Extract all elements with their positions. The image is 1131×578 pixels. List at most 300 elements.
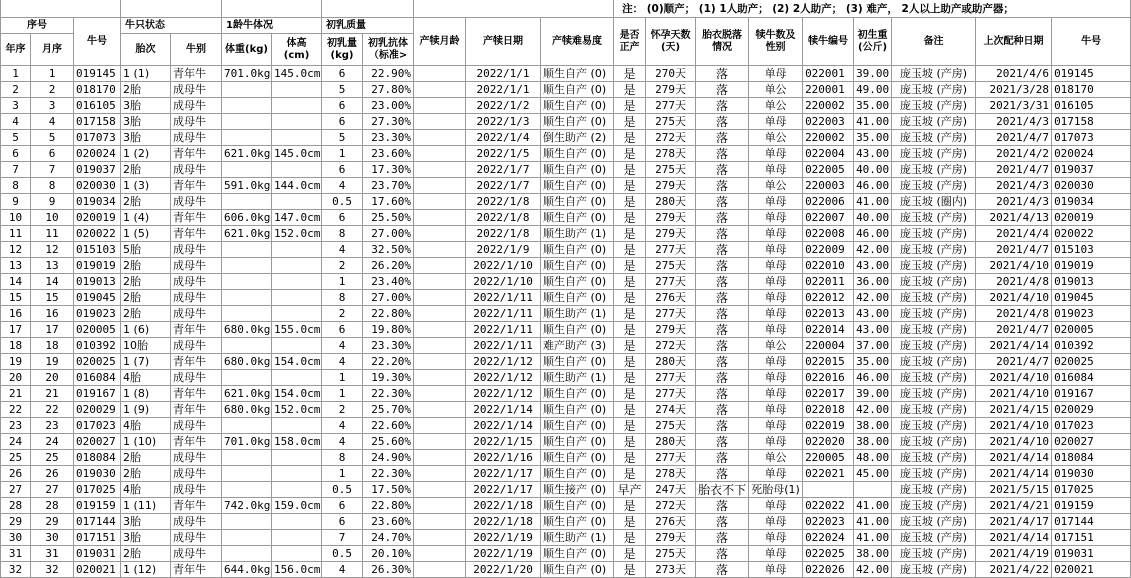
cell-month-seq[interactable]: 32 bbox=[31, 562, 74, 578]
cell-remark[interactable]: 庞玉坡 (产房) bbox=[892, 82, 976, 98]
cell-calf-no[interactable]: 022011 bbox=[803, 274, 854, 290]
cell-gestation-days[interactable]: 275天 bbox=[646, 114, 696, 130]
cell-cow-type[interactable]: 成母牛 bbox=[171, 162, 222, 178]
cell-birth-weight[interactable]: 46.00 bbox=[854, 226, 892, 242]
cell-year-seq[interactable]: 23 bbox=[1, 418, 31, 434]
cell-year-seq[interactable]: 11 bbox=[1, 226, 31, 242]
cell-colostrum-antibody[interactable]: 25.70% bbox=[363, 402, 414, 418]
cell-height[interactable] bbox=[272, 514, 322, 530]
cell-calving-ease[interactable]: 顺生自产 (0) bbox=[541, 402, 614, 418]
cell-gestation-days[interactable]: 276天 bbox=[646, 290, 696, 306]
cell-height[interactable] bbox=[272, 338, 322, 354]
cell-placenta[interactable]: 落 bbox=[696, 98, 749, 114]
cell-last-breeding-date[interactable]: 2021/4/2 bbox=[976, 146, 1052, 162]
cell-colostrum-amount[interactable]: 4 bbox=[322, 354, 363, 370]
cell-calf-no[interactable]: 022019 bbox=[803, 418, 854, 434]
cell-calf-no[interactable]: 022021 bbox=[803, 466, 854, 482]
cell-birth-weight[interactable]: 43.00 bbox=[854, 258, 892, 274]
cell-cow-no[interactable]: 020030 bbox=[74, 178, 121, 194]
cell-colostrum-antibody[interactable]: 32.50% bbox=[363, 242, 414, 258]
cell-calving-ease[interactable]: 顺生自产 (0) bbox=[541, 386, 614, 402]
cell-calving-ease[interactable]: 顺生自产 (0) bbox=[541, 242, 614, 258]
cell-parity[interactable]: 1 (1) bbox=[121, 66, 171, 82]
cell-calving-date[interactable]: 2022/1/5 bbox=[466, 146, 541, 162]
cell-parity[interactable]: 2胎 bbox=[121, 466, 171, 482]
cell-colostrum-antibody[interactable]: 17.60% bbox=[363, 194, 414, 210]
cell-calf-count-sex[interactable]: 单母 bbox=[749, 530, 803, 546]
cell-calving-date[interactable]: 2022/1/15 bbox=[466, 434, 541, 450]
cell-colostrum-antibody[interactable]: 23.60% bbox=[363, 514, 414, 530]
cell-calf-count-sex[interactable]: 单母 bbox=[749, 370, 803, 386]
header-height[interactable]: 体高(cm) bbox=[272, 34, 322, 66]
cell-height[interactable] bbox=[272, 242, 322, 258]
cell-colostrum-antibody[interactable]: 23.30% bbox=[363, 338, 414, 354]
cell-cow-type[interactable]: 成母牛 bbox=[171, 242, 222, 258]
cell-calving-ease[interactable]: 顺生自产 (0) bbox=[541, 290, 614, 306]
cell-calving-ease[interactable]: 顺生自产 (0) bbox=[541, 66, 614, 82]
cell-parity[interactable]: 3胎 bbox=[121, 114, 171, 130]
cell-calf-count-sex[interactable]: 单母 bbox=[749, 162, 803, 178]
cell-height[interactable] bbox=[272, 114, 322, 130]
cell-normal-birth[interactable]: 是 bbox=[614, 194, 646, 210]
cell-colostrum-amount[interactable]: 4 bbox=[322, 562, 363, 578]
cell-height[interactable] bbox=[272, 82, 322, 98]
cell-month-seq[interactable]: 27 bbox=[31, 482, 74, 498]
cell-colostrum-amount[interactable]: 1 bbox=[322, 370, 363, 386]
cell-remark[interactable]: 庞玉坡 (产房) bbox=[892, 338, 976, 354]
cell-last-breeding-date[interactable]: 2021/3/28 bbox=[976, 82, 1052, 98]
cell-normal-birth[interactable]: 是 bbox=[614, 370, 646, 386]
cell-calving-date[interactable]: 2022/1/8 bbox=[466, 226, 541, 242]
cell-weight[interactable] bbox=[222, 82, 272, 98]
cell-placenta[interactable]: 落 bbox=[696, 258, 749, 274]
cell-colostrum-amount[interactable]: 6 bbox=[322, 162, 363, 178]
cell-gestation-days[interactable]: 280天 bbox=[646, 194, 696, 210]
cell-normal-birth[interactable]: 是 bbox=[614, 114, 646, 130]
cell-calving-ease[interactable]: 顺生自产 (0) bbox=[541, 258, 614, 274]
cell-calf-no[interactable]: 022013 bbox=[803, 306, 854, 322]
cell-calving-month-age[interactable] bbox=[414, 434, 466, 450]
cell-cow-no-2[interactable]: 020024 bbox=[1052, 146, 1131, 162]
cell-calving-ease[interactable]: 顺生助产 (1) bbox=[541, 226, 614, 242]
cell-parity[interactable]: 3胎 bbox=[121, 130, 171, 146]
cell-placenta[interactable]: 落 bbox=[696, 226, 749, 242]
cell-year-seq[interactable]: 8 bbox=[1, 178, 31, 194]
cell-normal-birth[interactable]: 是 bbox=[614, 226, 646, 242]
header-calf-no[interactable]: 犊牛编号 bbox=[803, 18, 854, 66]
cell-year-seq[interactable]: 14 bbox=[1, 274, 31, 290]
cell-cow-no[interactable]: 020022 bbox=[74, 226, 121, 242]
cell-cow-type[interactable]: 成母牛 bbox=[171, 338, 222, 354]
cell-month-seq[interactable]: 6 bbox=[31, 146, 74, 162]
cell-cow-no[interactable]: 020005 bbox=[74, 322, 121, 338]
cell-remark[interactable]: 庞玉坡 (产房) bbox=[892, 274, 976, 290]
cell-last-breeding-date[interactable]: 2021/4/14 bbox=[976, 466, 1052, 482]
header-cow-no[interactable]: 牛号 bbox=[74, 18, 121, 66]
cell-cow-type[interactable]: 成母牛 bbox=[171, 530, 222, 546]
cell-colostrum-antibody[interactable]: 22.80% bbox=[363, 498, 414, 514]
cell-remark[interactable]: 庞玉坡 (产房) bbox=[892, 258, 976, 274]
cell-colostrum-antibody[interactable]: 17.30% bbox=[363, 162, 414, 178]
cell-calving-month-age[interactable] bbox=[414, 66, 466, 82]
cell-cow-type[interactable]: 成母牛 bbox=[171, 98, 222, 114]
cell-month-seq[interactable]: 21 bbox=[31, 386, 74, 402]
cell-calf-no[interactable]: 220002 bbox=[803, 98, 854, 114]
header-calving-month-age[interactable]: 产犊月龄 bbox=[414, 18, 466, 66]
cell-colostrum-amount[interactable]: 1 bbox=[322, 386, 363, 402]
cell-calving-ease[interactable]: 顺生自产 (0) bbox=[541, 98, 614, 114]
cell-weight[interactable]: 680.0kg bbox=[222, 354, 272, 370]
cell-calving-date[interactable]: 2022/1/12 bbox=[466, 386, 541, 402]
cell-gestation-days[interactable]: 247天 bbox=[646, 482, 696, 498]
cell-normal-birth[interactable]: 是 bbox=[614, 306, 646, 322]
cell-normal-birth[interactable]: 是 bbox=[614, 178, 646, 194]
cell-calf-no[interactable]: 022026 bbox=[803, 562, 854, 578]
cell-gestation-days[interactable]: 275天 bbox=[646, 258, 696, 274]
cell-calving-date[interactable]: 2022/1/11 bbox=[466, 338, 541, 354]
cell-calving-month-age[interactable] bbox=[414, 178, 466, 194]
cell-parity[interactable]: 4胎 bbox=[121, 370, 171, 386]
cell-gestation-days[interactable]: 277天 bbox=[646, 450, 696, 466]
cell-placenta[interactable]: 落 bbox=[696, 178, 749, 194]
cell-gestation-days[interactable]: 278天 bbox=[646, 466, 696, 482]
cell-cow-no[interactable]: 020027 bbox=[74, 434, 121, 450]
cell-birth-weight[interactable]: 38.00 bbox=[854, 434, 892, 450]
cell-cow-type[interactable]: 成母牛 bbox=[171, 450, 222, 466]
note-cell-blank-3[interactable] bbox=[222, 0, 322, 18]
cell-height[interactable] bbox=[272, 418, 322, 434]
cell-weight[interactable] bbox=[222, 162, 272, 178]
cell-calf-no[interactable]: 022003 bbox=[803, 114, 854, 130]
cell-last-breeding-date[interactable]: 2021/4/10 bbox=[976, 370, 1052, 386]
cell-calving-date[interactable]: 2022/1/10 bbox=[466, 258, 541, 274]
cell-cow-no[interactable]: 019037 bbox=[74, 162, 121, 178]
header-normal-birth[interactable]: 是否正产 bbox=[614, 18, 646, 66]
cell-colostrum-antibody[interactable]: 19.30% bbox=[363, 370, 414, 386]
cell-normal-birth[interactable]: 是 bbox=[614, 274, 646, 290]
cell-birth-weight[interactable]: 43.00 bbox=[854, 146, 892, 162]
cell-calving-month-age[interactable] bbox=[414, 546, 466, 562]
cell-placenta[interactable]: 落 bbox=[696, 274, 749, 290]
cell-cow-type[interactable]: 青年牛 bbox=[171, 178, 222, 194]
cell-calving-ease[interactable]: 顺生自产 (0) bbox=[541, 450, 614, 466]
cell-year-seq[interactable]: 15 bbox=[1, 290, 31, 306]
cell-calving-date[interactable]: 2022/1/8 bbox=[466, 210, 541, 226]
cell-cow-no[interactable]: 019031 bbox=[74, 546, 121, 562]
cell-normal-birth[interactable]: 是 bbox=[614, 322, 646, 338]
cell-placenta[interactable]: 落 bbox=[696, 194, 749, 210]
cell-height[interactable] bbox=[272, 546, 322, 562]
cell-gestation-days[interactable]: 279天 bbox=[646, 530, 696, 546]
cell-calving-date[interactable]: 2022/1/1 bbox=[466, 82, 541, 98]
cell-cow-type[interactable]: 青年牛 bbox=[171, 498, 222, 514]
cell-cow-no-2[interactable]: 020022 bbox=[1052, 226, 1131, 242]
cell-remark[interactable]: 庞玉坡 (产房) bbox=[892, 322, 976, 338]
cell-calving-month-age[interactable] bbox=[414, 562, 466, 578]
cell-calving-month-age[interactable] bbox=[414, 306, 466, 322]
cell-placenta[interactable]: 落 bbox=[696, 210, 749, 226]
cell-remark[interactable]: 庞玉坡 (产房) bbox=[892, 370, 976, 386]
cell-calf-count-sex[interactable]: 单母 bbox=[749, 274, 803, 290]
cell-calving-month-age[interactable] bbox=[414, 514, 466, 530]
cell-calving-month-age[interactable] bbox=[414, 402, 466, 418]
cell-month-seq[interactable]: 16 bbox=[31, 306, 74, 322]
cell-remark[interactable]: 庞玉坡 (产房) bbox=[892, 242, 976, 258]
cell-calf-no[interactable]: 022016 bbox=[803, 370, 854, 386]
cell-last-breeding-date[interactable]: 2021/4/15 bbox=[976, 402, 1052, 418]
cell-calving-month-age[interactable] bbox=[414, 82, 466, 98]
cell-cow-no[interactable]: 017025 bbox=[74, 482, 121, 498]
cell-placenta[interactable]: 落 bbox=[696, 386, 749, 402]
cell-cow-no-2[interactable]: 016084 bbox=[1052, 370, 1131, 386]
cell-calving-date[interactable]: 2022/1/12 bbox=[466, 354, 541, 370]
cell-year-seq[interactable]: 12 bbox=[1, 242, 31, 258]
cell-year-seq[interactable]: 24 bbox=[1, 434, 31, 450]
cell-last-breeding-date[interactable]: 2021/4/10 bbox=[976, 386, 1052, 402]
cell-placenta[interactable]: 落 bbox=[696, 354, 749, 370]
cell-parity[interactable]: 4胎 bbox=[121, 482, 171, 498]
cell-birth-weight[interactable]: 48.00 bbox=[854, 450, 892, 466]
cell-remark[interactable]: 庞玉坡 (产房) bbox=[892, 66, 976, 82]
cell-calf-count-sex[interactable]: 单公 bbox=[749, 178, 803, 194]
cell-calf-count-sex[interactable]: 单母 bbox=[749, 290, 803, 306]
cell-cow-no[interactable]: 019019 bbox=[74, 258, 121, 274]
cell-calving-ease[interactable]: 顺生自产 (0) bbox=[541, 274, 614, 290]
cell-year-seq[interactable]: 25 bbox=[1, 450, 31, 466]
cell-remark[interactable]: 庞玉坡 (产房) bbox=[892, 98, 976, 114]
cell-colostrum-amount[interactable]: 6 bbox=[322, 514, 363, 530]
cell-calf-count-sex[interactable]: 单母 bbox=[749, 562, 803, 578]
cell-colostrum-antibody[interactable]: 25.50% bbox=[363, 210, 414, 226]
cell-parity[interactable]: 1 (11) bbox=[121, 498, 171, 514]
cell-birth-weight[interactable]: 38.00 bbox=[854, 546, 892, 562]
cell-cow-no-2[interactable]: 020005 bbox=[1052, 322, 1131, 338]
cell-cow-no-2[interactable]: 017023 bbox=[1052, 418, 1131, 434]
cell-cow-no[interactable]: 019023 bbox=[74, 306, 121, 322]
cell-last-breeding-date[interactable]: 2021/3/31 bbox=[976, 98, 1052, 114]
cell-calf-count-sex[interactable]: 单母 bbox=[749, 498, 803, 514]
cell-last-breeding-date[interactable]: 2021/4/13 bbox=[976, 210, 1052, 226]
cell-last-breeding-date[interactable]: 2021/4/7 bbox=[976, 242, 1052, 258]
cell-month-seq[interactable]: 17 bbox=[31, 322, 74, 338]
cell-placenta[interactable]: 落 bbox=[696, 530, 749, 546]
cell-calving-ease[interactable]: 顺生自产 (0) bbox=[541, 114, 614, 130]
cell-calf-no[interactable]: 022014 bbox=[803, 322, 854, 338]
cell-normal-birth[interactable]: 是 bbox=[614, 562, 646, 578]
cell-cow-no-2[interactable]: 019013 bbox=[1052, 274, 1131, 290]
cell-cow-no[interactable]: 018084 bbox=[74, 450, 121, 466]
cell-birth-weight[interactable]: 35.00 bbox=[854, 98, 892, 114]
cell-month-seq[interactable]: 23 bbox=[31, 418, 74, 434]
cell-placenta[interactable]: 落 bbox=[696, 434, 749, 450]
cell-height[interactable]: 154.0cm bbox=[272, 386, 322, 402]
cell-remark[interactable]: 庞玉坡 (产房) bbox=[892, 354, 976, 370]
cell-placenta[interactable]: 落 bbox=[696, 514, 749, 530]
cell-birth-weight[interactable]: 43.00 bbox=[854, 322, 892, 338]
cell-calving-date[interactable]: 2022/1/2 bbox=[466, 98, 541, 114]
cell-colostrum-amount[interactable]: 0.5 bbox=[322, 194, 363, 210]
cell-year-seq[interactable]: 21 bbox=[1, 386, 31, 402]
cell-month-seq[interactable]: 8 bbox=[31, 178, 74, 194]
cell-cow-no[interactable]: 020025 bbox=[74, 354, 121, 370]
cell-birth-weight[interactable]: 35.00 bbox=[854, 130, 892, 146]
cell-calving-month-age[interactable] bbox=[414, 194, 466, 210]
cell-colostrum-antibody[interactable]: 20.10% bbox=[363, 546, 414, 562]
cell-parity[interactable]: 2胎 bbox=[121, 194, 171, 210]
cell-calving-month-age[interactable] bbox=[414, 290, 466, 306]
cell-weight[interactable] bbox=[222, 274, 272, 290]
cell-calving-date[interactable]: 2022/1/8 bbox=[466, 194, 541, 210]
cell-calf-count-sex[interactable]: 单母 bbox=[749, 354, 803, 370]
cell-remark[interactable]: 庞玉坡 (产房) bbox=[892, 450, 976, 466]
cell-last-breeding-date[interactable]: 2021/4/7 bbox=[976, 354, 1052, 370]
cell-colostrum-antibody[interactable]: 27.30% bbox=[363, 114, 414, 130]
cell-calving-month-age[interactable] bbox=[414, 274, 466, 290]
cell-normal-birth[interactable]: 是 bbox=[614, 146, 646, 162]
cell-normal-birth[interactable]: 是 bbox=[614, 98, 646, 114]
cell-colostrum-amount[interactable]: 5 bbox=[322, 82, 363, 98]
cell-calving-month-age[interactable] bbox=[414, 210, 466, 226]
cell-calving-date[interactable]: 2022/1/4 bbox=[466, 130, 541, 146]
cell-colostrum-amount[interactable]: 4 bbox=[322, 338, 363, 354]
cell-cow-no[interactable]: 019145 bbox=[74, 66, 121, 82]
cell-month-seq[interactable]: 25 bbox=[31, 450, 74, 466]
cell-calving-ease[interactable]: 顺生自产 (0) bbox=[541, 418, 614, 434]
cell-cow-no[interactable]: 018170 bbox=[74, 82, 121, 98]
cell-remark[interactable]: 庞玉坡 (产房) bbox=[892, 146, 976, 162]
header-gestation-days[interactable]: 怀孕天数(天) bbox=[646, 18, 696, 66]
cell-parity[interactable]: 3胎 bbox=[121, 530, 171, 546]
cell-calving-ease[interactable]: 顺生自产 (0) bbox=[541, 546, 614, 562]
cell-parity[interactable]: 2胎 bbox=[121, 290, 171, 306]
cell-calving-month-age[interactable] bbox=[414, 530, 466, 546]
cell-last-breeding-date[interactable]: 2021/4/21 bbox=[976, 498, 1052, 514]
cell-weight[interactable]: 591.0kg bbox=[222, 178, 272, 194]
cell-cow-no-2[interactable]: 020029 bbox=[1052, 402, 1131, 418]
cell-height[interactable]: 145.0cm bbox=[272, 66, 322, 82]
cell-parity[interactable]: 1 (7) bbox=[121, 354, 171, 370]
cell-weight[interactable]: 742.0kg bbox=[222, 498, 272, 514]
cell-weight[interactable]: 621.0kg bbox=[222, 146, 272, 162]
cell-height[interactable]: 147.0cm bbox=[272, 210, 322, 226]
cell-calf-count-sex[interactable]: 单母 bbox=[749, 242, 803, 258]
cell-colostrum-antibody[interactable]: 26.20% bbox=[363, 258, 414, 274]
cell-cow-no-2[interactable]: 020019 bbox=[1052, 210, 1131, 226]
cell-calf-no[interactable]: 022001 bbox=[803, 66, 854, 82]
cell-placenta[interactable]: 落 bbox=[696, 242, 749, 258]
cell-calving-month-age[interactable] bbox=[414, 338, 466, 354]
cell-calving-date[interactable]: 2022/1/11 bbox=[466, 306, 541, 322]
cell-cow-no-2[interactable]: 019145 bbox=[1052, 66, 1131, 82]
cell-colostrum-amount[interactable]: 4 bbox=[322, 434, 363, 450]
cell-remark[interactable]: 庞玉坡 (产房) bbox=[892, 514, 976, 530]
cell-calving-date[interactable]: 2022/1/11 bbox=[466, 290, 541, 306]
cell-calving-month-age[interactable] bbox=[414, 418, 466, 434]
cell-birth-weight[interactable]: 41.00 bbox=[854, 514, 892, 530]
cell-colostrum-amount[interactable]: 6 bbox=[322, 114, 363, 130]
cell-height[interactable] bbox=[272, 130, 322, 146]
cell-last-breeding-date[interactable]: 2021/4/14 bbox=[976, 338, 1052, 354]
cell-month-seq[interactable]: 3 bbox=[31, 98, 74, 114]
cell-birth-weight[interactable]: 35.00 bbox=[854, 354, 892, 370]
cell-month-seq[interactable]: 31 bbox=[31, 546, 74, 562]
cell-gestation-days[interactable]: 279天 bbox=[646, 226, 696, 242]
cell-month-seq[interactable]: 20 bbox=[31, 370, 74, 386]
cell-cow-type[interactable]: 成母牛 bbox=[171, 466, 222, 482]
cell-gestation-days[interactable]: 279天 bbox=[646, 322, 696, 338]
cell-gestation-days[interactable]: 274天 bbox=[646, 402, 696, 418]
cell-remark[interactable]: 庞玉坡 (产房) bbox=[892, 386, 976, 402]
cell-remark[interactable]: 庞玉坡 (产房) bbox=[892, 130, 976, 146]
cell-calf-count-sex[interactable]: 单母 bbox=[749, 66, 803, 82]
cell-cow-no[interactable]: 017073 bbox=[74, 130, 121, 146]
cell-calf-count-sex[interactable]: 单母 bbox=[749, 306, 803, 322]
cell-colostrum-antibody[interactable]: 22.30% bbox=[363, 386, 414, 402]
cell-cow-type[interactable]: 成母牛 bbox=[171, 546, 222, 562]
cell-cow-type[interactable]: 青年牛 bbox=[171, 66, 222, 82]
cell-last-breeding-date[interactable]: 2021/4/22 bbox=[976, 562, 1052, 578]
cell-height[interactable]: 154.0cm bbox=[272, 354, 322, 370]
cell-month-seq[interactable]: 9 bbox=[31, 194, 74, 210]
cell-placenta[interactable]: 落 bbox=[696, 546, 749, 562]
cell-calving-date[interactable]: 2022/1/10 bbox=[466, 274, 541, 290]
cell-weight[interactable]: 680.0kg bbox=[222, 322, 272, 338]
cell-weight[interactable]: 606.0kg bbox=[222, 210, 272, 226]
cell-height[interactable]: 152.0cm bbox=[272, 402, 322, 418]
header-colostrum-antibody[interactable]: 初乳抗体（标准> bbox=[363, 34, 414, 66]
cell-last-breeding-date[interactable]: 2021/4/10 bbox=[976, 418, 1052, 434]
cell-colostrum-amount[interactable]: 2 bbox=[322, 402, 363, 418]
cell-gestation-days[interactable]: 273天 bbox=[646, 562, 696, 578]
cell-normal-birth[interactable]: 是 bbox=[614, 66, 646, 82]
cell-remark[interactable]: 庞玉坡 (产房) bbox=[892, 418, 976, 434]
cell-calf-count-sex[interactable]: 单母 bbox=[749, 434, 803, 450]
cell-cow-no[interactable]: 019013 bbox=[74, 274, 121, 290]
cell-parity[interactable]: 2胎 bbox=[121, 450, 171, 466]
cell-placenta[interactable]: 落 bbox=[696, 290, 749, 306]
cell-last-breeding-date[interactable]: 2021/5/15 bbox=[976, 482, 1052, 498]
header-weight[interactable]: 体重(kg) bbox=[222, 34, 272, 66]
cell-colostrum-antibody[interactable]: 24.90% bbox=[363, 450, 414, 466]
cell-year-seq[interactable]: 5 bbox=[1, 130, 31, 146]
cell-weight[interactable] bbox=[222, 482, 272, 498]
cell-cow-no-2[interactable]: 017025 bbox=[1052, 482, 1131, 498]
cell-gestation-days[interactable]: 278天 bbox=[646, 146, 696, 162]
cell-cow-no-2[interactable]: 020021 bbox=[1052, 562, 1131, 578]
cell-colostrum-antibody[interactable]: 26.30% bbox=[363, 562, 414, 578]
cell-birth-weight[interactable]: 41.00 bbox=[854, 114, 892, 130]
cell-calf-count-sex[interactable]: 单母 bbox=[749, 546, 803, 562]
cell-calf-count-sex[interactable]: 单母 bbox=[749, 386, 803, 402]
cell-calf-count-sex[interactable]: 单公 bbox=[749, 338, 803, 354]
cell-month-seq[interactable]: 4 bbox=[31, 114, 74, 130]
cell-calving-month-age[interactable] bbox=[414, 498, 466, 514]
cell-colostrum-amount[interactable]: 6 bbox=[322, 322, 363, 338]
cell-cow-no-2[interactable]: 019167 bbox=[1052, 386, 1131, 402]
cell-birth-weight[interactable]: 39.00 bbox=[854, 66, 892, 82]
cell-height[interactable] bbox=[272, 162, 322, 178]
cell-colostrum-amount[interactable]: 5 bbox=[322, 130, 363, 146]
cell-calf-no[interactable]: 022009 bbox=[803, 242, 854, 258]
cell-cow-no-2[interactable]: 019045 bbox=[1052, 290, 1131, 306]
cell-calf-no[interactable]: 220004 bbox=[803, 338, 854, 354]
cell-normal-birth[interactable]: 是 bbox=[614, 82, 646, 98]
cell-calving-date[interactable]: 2022/1/16 bbox=[466, 450, 541, 466]
cell-gestation-days[interactable]: 277天 bbox=[646, 386, 696, 402]
cell-birth-weight[interactable]: 41.00 bbox=[854, 530, 892, 546]
cell-calf-no[interactable] bbox=[803, 482, 854, 498]
cell-placenta[interactable]: 落 bbox=[696, 162, 749, 178]
